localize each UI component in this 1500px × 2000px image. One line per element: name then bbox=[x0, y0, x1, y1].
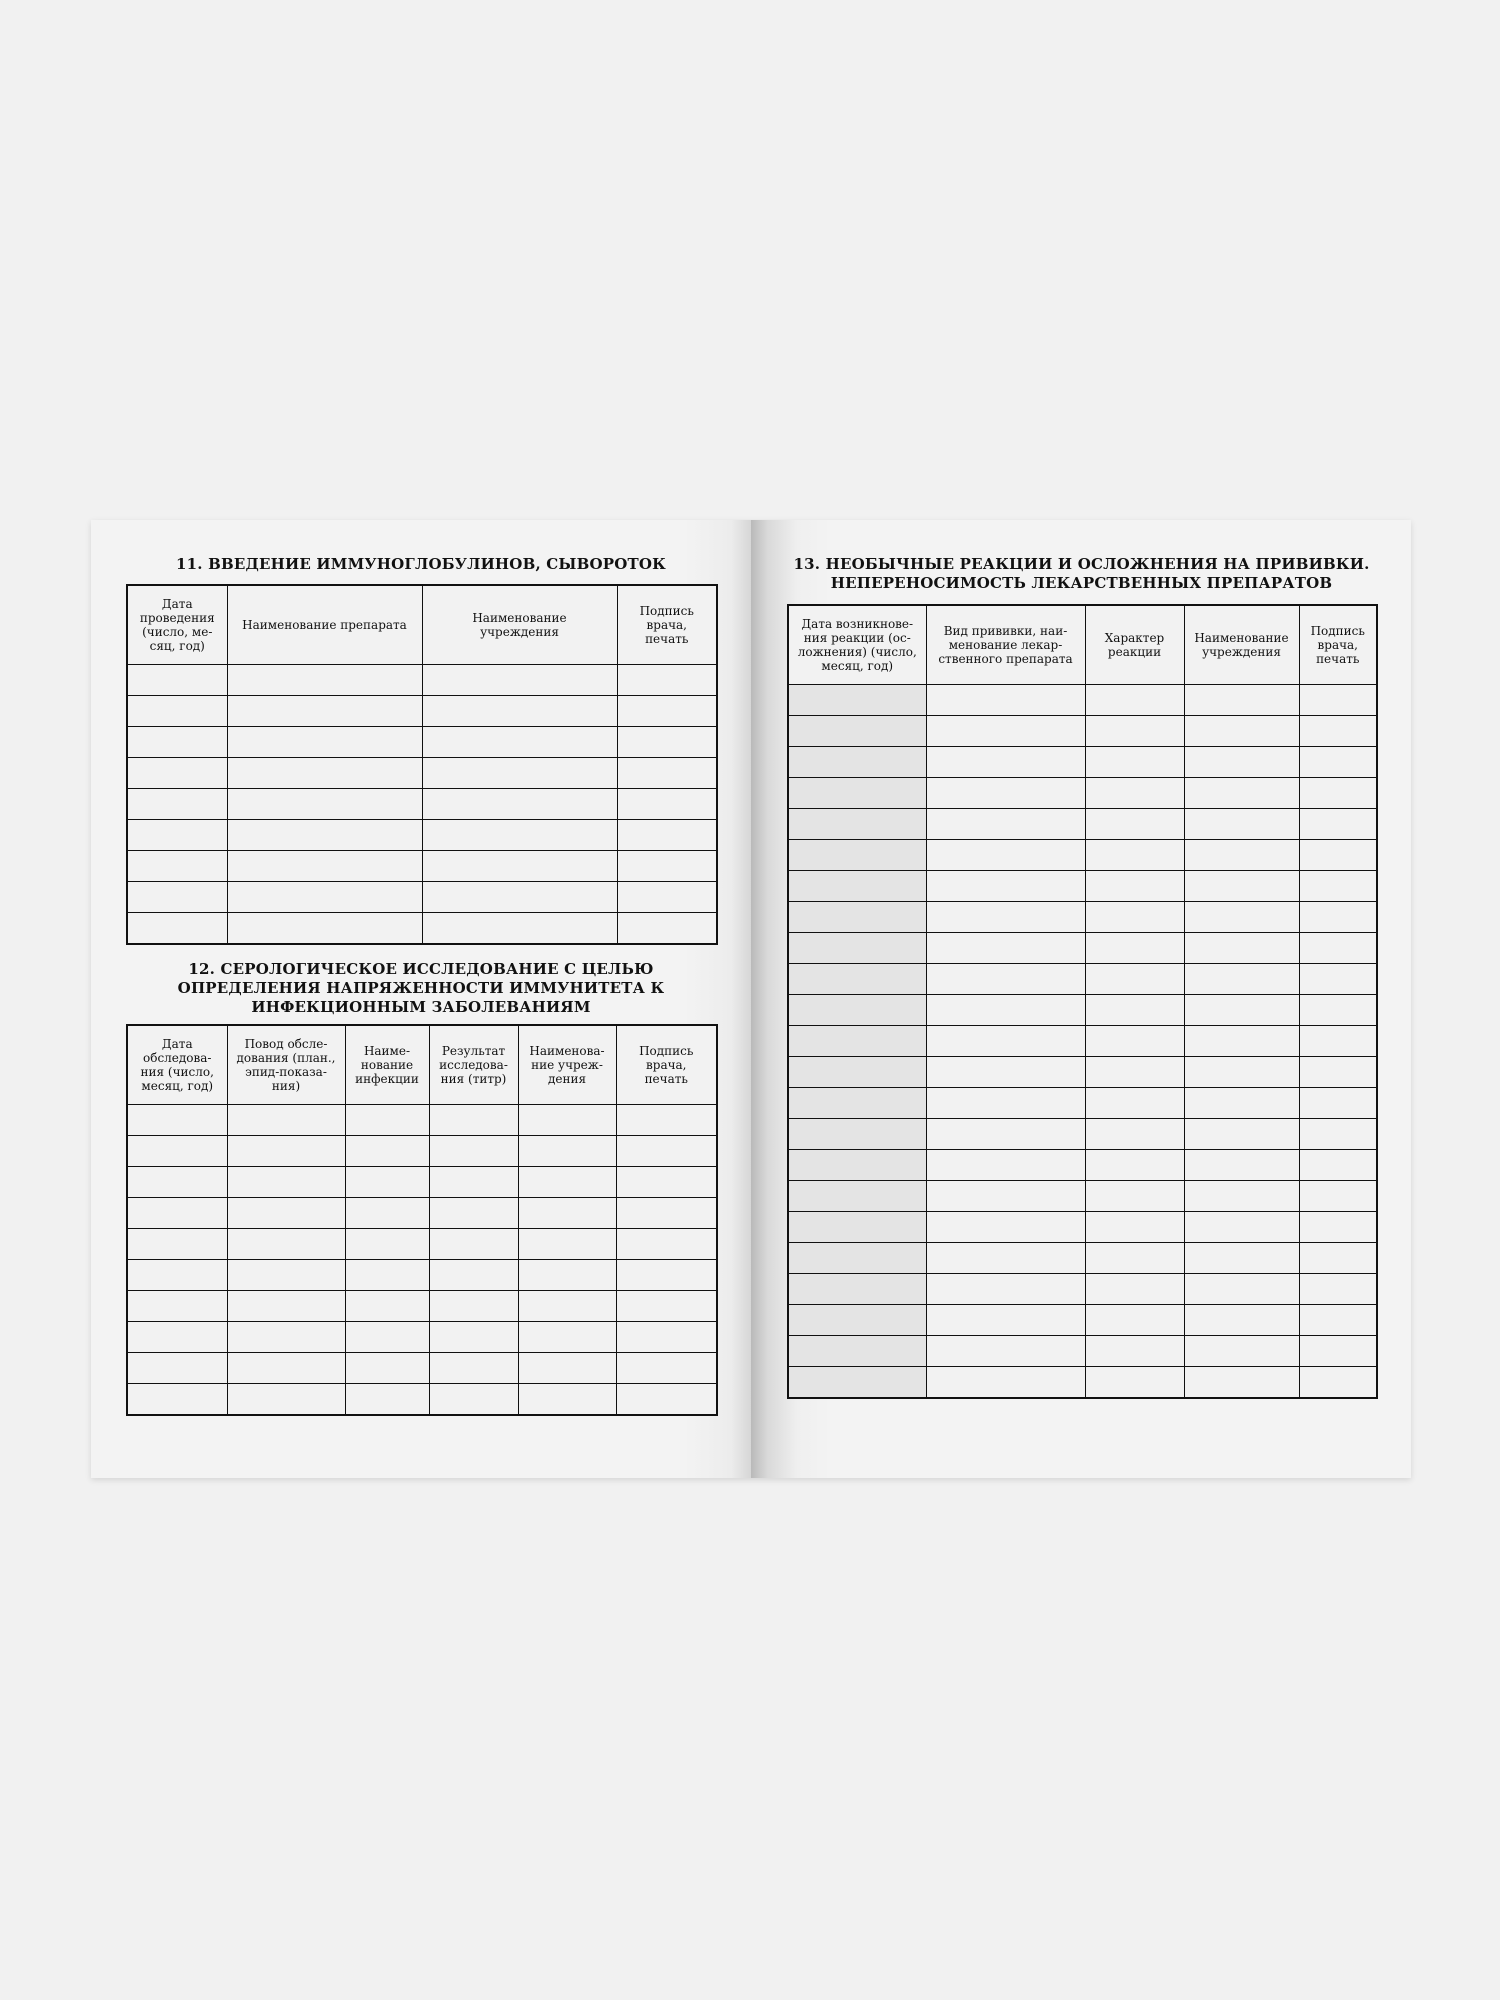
table-cell[interactable] bbox=[127, 1291, 227, 1322]
table-row bbox=[788, 1243, 1377, 1274]
table-cell[interactable] bbox=[1085, 1119, 1184, 1150]
table-cell[interactable] bbox=[616, 1260, 717, 1291]
table-cell[interactable] bbox=[1299, 809, 1377, 840]
table-cell[interactable] bbox=[1184, 1305, 1299, 1336]
table-cell[interactable] bbox=[518, 1105, 616, 1136]
table-row bbox=[788, 995, 1377, 1026]
table-cell[interactable] bbox=[127, 913, 227, 945]
table-cell[interactable] bbox=[1184, 1026, 1299, 1057]
table-cell[interactable] bbox=[616, 1105, 717, 1136]
table-cell[interactable] bbox=[926, 871, 1085, 902]
table-cell[interactable] bbox=[617, 665, 717, 696]
column-header-institution: Наименование учреждения bbox=[422, 585, 617, 665]
table-cell[interactable] bbox=[1085, 716, 1184, 747]
table-cell[interactable] bbox=[1299, 840, 1377, 871]
table-cell[interactable] bbox=[788, 995, 926, 1026]
table-cell[interactable] bbox=[227, 820, 422, 851]
table-cell[interactable] bbox=[926, 1274, 1085, 1305]
table-cell[interactable] bbox=[1184, 1088, 1299, 1119]
table-cell[interactable] bbox=[1085, 1274, 1184, 1305]
table-header-row bbox=[127, 1025, 717, 1105]
table-cell[interactable] bbox=[926, 1057, 1085, 1088]
table-cell[interactable] bbox=[1085, 1305, 1184, 1336]
table-cell[interactable] bbox=[926, 1243, 1085, 1274]
table-row bbox=[127, 789, 717, 820]
table-cell[interactable] bbox=[1184, 747, 1299, 778]
table-cell[interactable] bbox=[127, 758, 227, 789]
column-header-institution: Наименование учреждения bbox=[1184, 605, 1299, 685]
table-cell[interactable] bbox=[518, 1136, 616, 1167]
booklet-spread bbox=[91, 520, 1411, 1478]
table-row bbox=[788, 1057, 1377, 1088]
table-row bbox=[788, 902, 1377, 933]
table-cell[interactable] bbox=[345, 1353, 429, 1384]
table-row bbox=[127, 1291, 717, 1322]
table-row bbox=[127, 1229, 717, 1260]
table-cell[interactable] bbox=[127, 1384, 227, 1416]
table-cell[interactable] bbox=[1299, 1119, 1377, 1150]
table-cell[interactable] bbox=[127, 1353, 227, 1384]
table-cell[interactable] bbox=[788, 685, 926, 716]
table-cell[interactable] bbox=[518, 1260, 616, 1291]
table-cell[interactable] bbox=[1299, 1336, 1377, 1367]
table-cell[interactable] bbox=[1299, 1305, 1377, 1336]
table-cell[interactable] bbox=[227, 1136, 345, 1167]
table-cell[interactable] bbox=[1085, 1057, 1184, 1088]
table-row bbox=[127, 696, 717, 727]
column-header-infection: Наиме- нование инфекции bbox=[345, 1025, 429, 1105]
table-cell[interactable] bbox=[422, 882, 617, 913]
table-cell[interactable] bbox=[1085, 871, 1184, 902]
table-cell[interactable] bbox=[788, 1119, 926, 1150]
table-cell[interactable] bbox=[127, 882, 227, 913]
table-cell[interactable] bbox=[227, 1167, 345, 1198]
table-cell[interactable] bbox=[926, 840, 1085, 871]
table-cell[interactable] bbox=[127, 727, 227, 758]
table-cell[interactable] bbox=[1299, 964, 1377, 995]
table-cell[interactable] bbox=[227, 1384, 345, 1416]
column-header-result: Результат исследова- ния (титр) bbox=[429, 1025, 518, 1105]
table-cell[interactable] bbox=[127, 696, 227, 727]
table-cell[interactable] bbox=[1184, 685, 1299, 716]
table-cell[interactable] bbox=[227, 1291, 345, 1322]
table-row bbox=[788, 1119, 1377, 1150]
table-cell[interactable] bbox=[127, 789, 227, 820]
section-12-title: 12. СЕРОЛОГИЧЕСКОЕ ИССЛЕДОВАНИЕ С ЦЕЛЬЮ ОПРЕДЕЛЕНИЯ НАПРЯЖЕННОСТИ ИММУНИТЕТА К ИНФЕКЦИОННЫМ ЗАБОЛЕВАНИЯМ bbox=[177, 960, 665, 1016]
table-row bbox=[127, 913, 717, 945]
table-cell[interactable] bbox=[429, 1198, 518, 1229]
table-row bbox=[127, 882, 717, 913]
table-cell[interactable] bbox=[1085, 1243, 1184, 1274]
table-cell[interactable] bbox=[518, 1291, 616, 1322]
table-cell[interactable] bbox=[422, 820, 617, 851]
table-row bbox=[788, 747, 1377, 778]
table-cell[interactable] bbox=[422, 758, 617, 789]
table-cell[interactable] bbox=[345, 1384, 429, 1416]
table-cell[interactable] bbox=[616, 1353, 717, 1384]
table-cell[interactable] bbox=[1299, 685, 1377, 716]
table-cell[interactable] bbox=[1184, 1274, 1299, 1305]
table-cell[interactable] bbox=[518, 1384, 616, 1416]
table-row bbox=[127, 1105, 717, 1136]
table-cell[interactable] bbox=[926, 1150, 1085, 1181]
table-row bbox=[788, 1274, 1377, 1305]
table-cell[interactable] bbox=[616, 1198, 717, 1229]
table-row bbox=[788, 933, 1377, 964]
column-header-onset-date: Дата возникнове- ния реакции (ос- ложнения) (число, месяц, год) bbox=[788, 605, 926, 685]
table-cell[interactable] bbox=[127, 1229, 227, 1260]
table-row bbox=[788, 964, 1377, 995]
table-cell[interactable] bbox=[345, 1229, 429, 1260]
table-cell[interactable] bbox=[788, 840, 926, 871]
table-row bbox=[788, 716, 1377, 747]
table-cell[interactable] bbox=[616, 1384, 717, 1416]
table-header-row bbox=[788, 605, 1377, 685]
table-cell[interactable] bbox=[127, 1105, 227, 1136]
table-cell[interactable] bbox=[926, 1181, 1085, 1212]
table-cell[interactable] bbox=[926, 995, 1085, 1026]
table-cell[interactable] bbox=[518, 1353, 616, 1384]
table-cell[interactable] bbox=[926, 933, 1085, 964]
column-header-reaction-nature: Характер реакции bbox=[1085, 605, 1184, 685]
table-cell[interactable] bbox=[926, 1212, 1085, 1243]
table-cell[interactable] bbox=[227, 727, 422, 758]
table-cell[interactable] bbox=[1184, 1057, 1299, 1088]
table-cell[interactable] bbox=[345, 1291, 429, 1322]
table-row bbox=[788, 1305, 1377, 1336]
table-cell[interactable] bbox=[788, 1336, 926, 1367]
table-cell[interactable] bbox=[926, 1367, 1085, 1399]
table-cell[interactable] bbox=[788, 778, 926, 809]
table-row bbox=[127, 665, 717, 696]
table-body bbox=[127, 665, 717, 945]
column-header-institution: Наименова- ние учреж- дения bbox=[518, 1025, 616, 1105]
table-cell[interactable] bbox=[788, 1274, 926, 1305]
table-cell[interactable] bbox=[127, 851, 227, 882]
table-cell[interactable] bbox=[127, 1136, 227, 1167]
table-cell[interactable] bbox=[788, 964, 926, 995]
table-cell[interactable] bbox=[617, 820, 717, 851]
table-cell[interactable] bbox=[1085, 1150, 1184, 1181]
column-header-signature: Подпись врача, печать bbox=[1299, 605, 1377, 685]
table-cell[interactable] bbox=[518, 1167, 616, 1198]
table-cell[interactable] bbox=[1299, 902, 1377, 933]
table-cell[interactable] bbox=[227, 1322, 345, 1353]
table-cell[interactable] bbox=[788, 716, 926, 747]
table-cell[interactable] bbox=[1299, 1212, 1377, 1243]
table-cell[interactable] bbox=[1085, 1212, 1184, 1243]
column-header-signature: Подпись врача, печать bbox=[616, 1025, 717, 1105]
table-row bbox=[127, 758, 717, 789]
table-cell[interactable] bbox=[1184, 1367, 1299, 1399]
table-cell[interactable] bbox=[926, 1336, 1085, 1367]
table-row bbox=[788, 871, 1377, 902]
column-header-exam-reason: Повод обсле- дования (план., эпид-показа- ния) bbox=[227, 1025, 345, 1105]
table-row bbox=[788, 1088, 1377, 1119]
table-cell[interactable] bbox=[788, 1057, 926, 1088]
table-cell[interactable] bbox=[227, 913, 422, 945]
table-cell[interactable] bbox=[422, 696, 617, 727]
table-cell[interactable] bbox=[926, 1088, 1085, 1119]
table-cell[interactable] bbox=[127, 1260, 227, 1291]
table-row bbox=[788, 1026, 1377, 1057]
table-cell[interactable] bbox=[429, 1353, 518, 1384]
column-header-date: Дата проведения (число, ме- сяц, год) bbox=[127, 585, 227, 665]
table-cell[interactable] bbox=[788, 933, 926, 964]
table-cell[interactable] bbox=[1299, 716, 1377, 747]
table-cell[interactable] bbox=[1299, 1026, 1377, 1057]
table-cell[interactable] bbox=[788, 902, 926, 933]
table-row bbox=[127, 1353, 717, 1384]
table-cell[interactable] bbox=[422, 665, 617, 696]
table-cell[interactable] bbox=[1184, 1336, 1299, 1367]
section-11-title: 11. ВВЕДЕНИЕ ИММУНОГЛОБУЛИНОВ, СЫВОРОТОК bbox=[175, 555, 667, 573]
table-cell[interactable] bbox=[1085, 840, 1184, 871]
table-cell[interactable] bbox=[518, 1198, 616, 1229]
table-cell[interactable] bbox=[1085, 1336, 1184, 1367]
table-cell[interactable] bbox=[788, 747, 926, 778]
table-cell[interactable] bbox=[429, 1384, 518, 1416]
table-cell[interactable] bbox=[1299, 1150, 1377, 1181]
table-cell[interactable] bbox=[227, 1229, 345, 1260]
table-cell[interactable] bbox=[1184, 871, 1299, 902]
table-cell[interactable] bbox=[926, 902, 1085, 933]
table-cell[interactable] bbox=[1085, 1367, 1184, 1399]
column-header-vaccine-type: Вид прививки, наи- менование лекар- ственного препарата bbox=[926, 605, 1085, 685]
table-cell[interactable] bbox=[1299, 1057, 1377, 1088]
table-cell[interactable] bbox=[1299, 778, 1377, 809]
table-cell[interactable] bbox=[227, 1260, 345, 1291]
table-row bbox=[788, 685, 1377, 716]
table-cell[interactable] bbox=[227, 882, 422, 913]
table-cell[interactable] bbox=[617, 727, 717, 758]
table-cell[interactable] bbox=[1184, 933, 1299, 964]
table-cell[interactable] bbox=[227, 1353, 345, 1384]
table-body bbox=[788, 685, 1377, 1399]
table-row bbox=[127, 1322, 717, 1353]
table-row bbox=[788, 1367, 1377, 1399]
column-header-signature: Подпись врача, печать bbox=[617, 585, 717, 665]
table-cell[interactable] bbox=[127, 665, 227, 696]
table-cell[interactable] bbox=[422, 727, 617, 758]
table-cell[interactable] bbox=[788, 871, 926, 902]
table-cell[interactable] bbox=[1299, 1243, 1377, 1274]
table-cell[interactable] bbox=[1085, 995, 1184, 1026]
table-cell[interactable] bbox=[1299, 1181, 1377, 1212]
table-cell[interactable] bbox=[1299, 933, 1377, 964]
table-cell[interactable] bbox=[1085, 933, 1184, 964]
table-cell[interactable] bbox=[1184, 809, 1299, 840]
table-row bbox=[788, 809, 1377, 840]
table-cell[interactable] bbox=[616, 1136, 717, 1167]
column-header-exam-date: Дата обследова- ния (число, месяц, год) bbox=[127, 1025, 227, 1105]
table-cell[interactable] bbox=[422, 913, 617, 945]
table-body bbox=[127, 1105, 717, 1416]
table-cell[interactable] bbox=[127, 1198, 227, 1229]
table-cell[interactable] bbox=[617, 758, 717, 789]
table-cell[interactable] bbox=[1184, 1181, 1299, 1212]
table-cell[interactable] bbox=[926, 964, 1085, 995]
table-cell[interactable] bbox=[788, 1212, 926, 1243]
table-row bbox=[788, 1181, 1377, 1212]
table-cell[interactable] bbox=[926, 1026, 1085, 1057]
table-row bbox=[127, 851, 717, 882]
table-cell[interactable] bbox=[1085, 964, 1184, 995]
table-row bbox=[788, 778, 1377, 809]
table-cell[interactable] bbox=[1299, 1274, 1377, 1305]
table-cell[interactable] bbox=[617, 851, 717, 882]
table-cell[interactable] bbox=[617, 696, 717, 727]
table-cell[interactable] bbox=[1085, 809, 1184, 840]
table-cell[interactable] bbox=[1184, 995, 1299, 1026]
table-row bbox=[127, 1167, 717, 1198]
table-cell[interactable] bbox=[429, 1105, 518, 1136]
table-cell[interactable] bbox=[1085, 778, 1184, 809]
left-page bbox=[91, 520, 751, 1478]
table-cell[interactable] bbox=[788, 1026, 926, 1057]
table-cell[interactable] bbox=[1184, 840, 1299, 871]
table-cell[interactable] bbox=[1085, 902, 1184, 933]
table-cell[interactable] bbox=[788, 809, 926, 840]
table-cell[interactable] bbox=[345, 1136, 429, 1167]
table-row bbox=[127, 727, 717, 758]
table-cell[interactable] bbox=[127, 1322, 227, 1353]
table-cell[interactable] bbox=[926, 685, 1085, 716]
immunoglobulin-table bbox=[126, 584, 718, 945]
table-row bbox=[127, 820, 717, 851]
table-cell[interactable] bbox=[1299, 747, 1377, 778]
table-cell[interactable] bbox=[788, 1305, 926, 1336]
table-row bbox=[127, 1384, 717, 1416]
table-cell[interactable] bbox=[788, 1088, 926, 1119]
table-cell[interactable] bbox=[518, 1322, 616, 1353]
table-cell[interactable] bbox=[227, 1105, 345, 1136]
table-row bbox=[788, 1150, 1377, 1181]
table-cell[interactable] bbox=[518, 1229, 616, 1260]
table-cell[interactable] bbox=[345, 1260, 429, 1291]
table-cell[interactable] bbox=[429, 1136, 518, 1167]
table-cell[interactable] bbox=[227, 665, 422, 696]
table-cell[interactable] bbox=[1184, 1243, 1299, 1274]
table-cell[interactable] bbox=[926, 1305, 1085, 1336]
table-row bbox=[127, 1260, 717, 1291]
table-cell[interactable] bbox=[429, 1291, 518, 1322]
table-cell[interactable] bbox=[617, 882, 717, 913]
table-cell[interactable] bbox=[1085, 1026, 1184, 1057]
table-cell[interactable] bbox=[429, 1322, 518, 1353]
table-cell[interactable] bbox=[926, 1119, 1085, 1150]
table-cell[interactable] bbox=[616, 1322, 717, 1353]
table-cell[interactable] bbox=[227, 758, 422, 789]
table-row bbox=[788, 1212, 1377, 1243]
table-cell[interactable] bbox=[616, 1229, 717, 1260]
table-cell[interactable] bbox=[227, 789, 422, 820]
serology-table bbox=[126, 1024, 718, 1416]
table-cell[interactable] bbox=[1184, 902, 1299, 933]
table-cell[interactable] bbox=[788, 1243, 926, 1274]
table-cell[interactable] bbox=[429, 1167, 518, 1198]
table-cell[interactable] bbox=[1299, 1367, 1377, 1399]
table-cell[interactable] bbox=[617, 789, 717, 820]
table-cell[interactable] bbox=[926, 778, 1085, 809]
table-cell[interactable] bbox=[1085, 747, 1184, 778]
table-cell[interactable] bbox=[1184, 778, 1299, 809]
table-cell[interactable] bbox=[127, 1167, 227, 1198]
table-cell[interactable] bbox=[1184, 716, 1299, 747]
table-cell[interactable] bbox=[345, 1105, 429, 1136]
table-cell[interactable] bbox=[617, 913, 717, 945]
table-cell[interactable] bbox=[1085, 1181, 1184, 1212]
table-cell[interactable] bbox=[616, 1291, 717, 1322]
right-page bbox=[751, 520, 1411, 1478]
table-cell[interactable] bbox=[422, 851, 617, 882]
table-row bbox=[127, 1136, 717, 1167]
table-cell[interactable] bbox=[345, 1167, 429, 1198]
table-cell[interactable] bbox=[1184, 1212, 1299, 1243]
table-cell[interactable] bbox=[345, 1322, 429, 1353]
table-cell[interactable] bbox=[926, 716, 1085, 747]
table-cell[interactable] bbox=[227, 851, 422, 882]
table-cell[interactable] bbox=[1184, 1150, 1299, 1181]
column-header-drug-name: Наименование препарата bbox=[227, 585, 422, 665]
table-row bbox=[788, 1336, 1377, 1367]
table-cell[interactable] bbox=[616, 1167, 717, 1198]
table-cell[interactable] bbox=[1085, 1088, 1184, 1119]
table-cell[interactable] bbox=[1184, 964, 1299, 995]
table-cell[interactable] bbox=[422, 789, 617, 820]
table-cell[interactable] bbox=[429, 1260, 518, 1291]
adverse-reactions-table bbox=[787, 604, 1378, 1399]
table-cell[interactable] bbox=[788, 1181, 926, 1212]
table-cell[interactable] bbox=[345, 1198, 429, 1229]
table-cell[interactable] bbox=[1299, 871, 1377, 902]
table-cell[interactable] bbox=[926, 747, 1085, 778]
table-cell[interactable] bbox=[788, 1150, 926, 1181]
table-cell[interactable] bbox=[1299, 995, 1377, 1026]
table-cell[interactable] bbox=[127, 820, 227, 851]
table-cell[interactable] bbox=[429, 1229, 518, 1260]
table-cell[interactable] bbox=[227, 696, 422, 727]
table-cell[interactable] bbox=[1299, 1088, 1377, 1119]
table-cell[interactable] bbox=[1085, 685, 1184, 716]
section-13-title: 13. НЕОБЫЧНЫЕ РЕАКЦИИ И ОСЛОЖНЕНИЯ НА ПРИВИВКИ. НЕПЕРЕНОСИМОСТЬ ЛЕКАРСТВЕННЫХ ПРЕПАРАТОВ bbox=[793, 555, 1370, 592]
table-cell[interactable] bbox=[1184, 1119, 1299, 1150]
table-cell[interactable] bbox=[788, 1367, 926, 1399]
table-cell[interactable] bbox=[926, 809, 1085, 840]
table-row bbox=[127, 1198, 717, 1229]
table-header-row bbox=[127, 585, 717, 665]
table-row bbox=[788, 840, 1377, 871]
table-cell[interactable] bbox=[227, 1198, 345, 1229]
